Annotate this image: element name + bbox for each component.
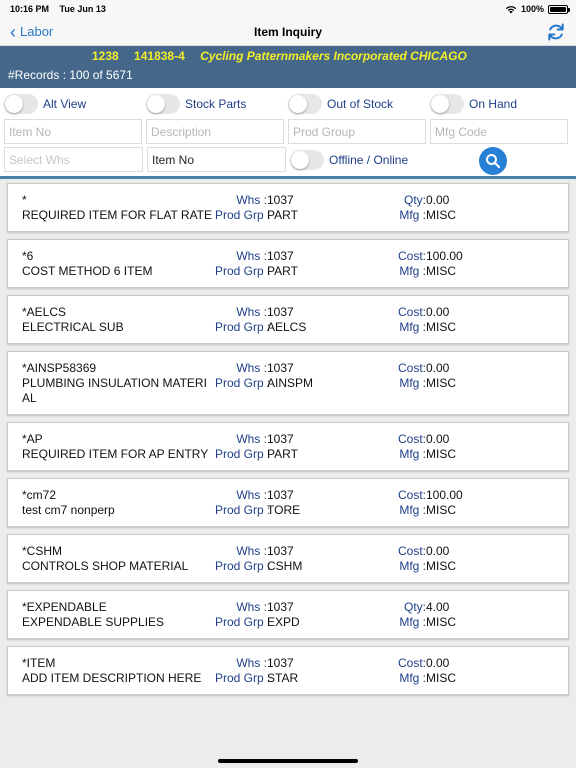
alt-view-toggle-group [4, 94, 146, 114]
prod-grp-value: TORE [267, 503, 301, 517]
item-no-field[interactable]: Item No [4, 119, 142, 144]
item-card[interactable] [7, 295, 569, 344]
on-hand-toggle-group [430, 94, 572, 114]
alt-view-label: Alt View [43, 97, 87, 111]
metric-value: 100.00 [426, 249, 463, 263]
item-description: EXPENDABLE SUPPLIES [22, 615, 165, 629]
status-date: Tue Jun 13 [59, 4, 106, 14]
whs-label: Whs : [236, 656, 267, 670]
back-label: Labor [20, 24, 54, 39]
prod-grp-value: AELCS [267, 320, 307, 334]
whs-label: Whs : [236, 249, 267, 263]
mfg-label: Mfg : [399, 559, 426, 573]
item-card[interactable] [7, 422, 569, 471]
out-of-stock-toggle[interactable] [288, 94, 322, 114]
status-time: 10:16 PM [10, 4, 50, 14]
whs-label: Whs : [236, 544, 267, 558]
job-code: 141838-4 [134, 49, 185, 63]
mfg-label: Mfg : [399, 447, 426, 461]
page-title: Item Inquiry [253, 24, 323, 39]
metric-value: 0.00 [426, 305, 450, 319]
metric-label: Qty: [403, 600, 426, 614]
customer-info-line [8, 49, 568, 63]
item-card-row-1 [22, 544, 554, 559]
prod-grp-value: PART [267, 264, 298, 278]
description-field[interactable]: Description [146, 119, 284, 144]
whs-label: Whs : [236, 600, 267, 614]
stock-parts-toggle-group [146, 94, 288, 114]
whs-value: 1037 [267, 488, 294, 502]
item-number: *EXPENDABLE [22, 600, 107, 614]
item-card[interactable] [7, 478, 569, 527]
navigation-bar [0, 18, 576, 46]
item-number: *cm72 [22, 488, 57, 502]
whs-label: Whs : [236, 193, 267, 207]
wifi-icon [505, 5, 517, 14]
metric-value: 4.00 [426, 600, 450, 614]
metric-value: 0.00 [426, 361, 450, 375]
item-card-row-2 [22, 559, 554, 574]
prod-grp-label: Prod Grp : [215, 503, 271, 517]
item-list[interactable] [0, 179, 576, 759]
mfg-value: MISC [426, 208, 456, 222]
customer-code: 1238 [92, 49, 119, 63]
metric-label: Qty: [403, 193, 426, 207]
item-card-row-3 [22, 391, 554, 406]
metric-label: Cost: [397, 305, 426, 319]
mfg-value: MISC [426, 615, 456, 629]
options-row [4, 147, 572, 172]
out-of-stock-toggle-group [288, 94, 430, 114]
prod-group-field[interactable]: Prod Group [288, 119, 426, 144]
item-card-row-1 [22, 656, 554, 671]
whs-value: 1037 [267, 193, 294, 207]
company-name: Cycling Patternmakers Incorporated CHICAGO [200, 49, 467, 63]
whs-value: 1037 [267, 544, 294, 558]
item-card-row-2 [22, 671, 554, 686]
whs-value: 1037 [267, 656, 294, 670]
item-card[interactable] [7, 646, 569, 695]
prod-grp-label: Prod Grp : [215, 264, 271, 278]
refresh-icon[interactable] [546, 22, 566, 42]
prod-grp-label: Prod Grp : [215, 615, 271, 629]
offline-online-toggle[interactable] [290, 150, 324, 170]
item-card[interactable] [7, 590, 569, 639]
status-bar [0, 0, 576, 18]
item-card-row-2 [22, 320, 554, 335]
item-description: REQUIRED ITEM FOR FLAT RATE [22, 208, 213, 222]
prod-grp-label: Prod Grp : [215, 208, 271, 222]
metric-value: 0.00 [426, 432, 450, 446]
mfg-value: MISC [426, 559, 456, 573]
metric-label: Cost: [397, 488, 426, 502]
metric-value: 0.00 [426, 544, 450, 558]
whs-label: Whs : [236, 361, 267, 375]
prod-grp-label: Prod Grp : [215, 447, 271, 461]
prod-grp-value: AINSPM [267, 376, 314, 390]
item-card[interactable] [7, 351, 569, 415]
item-card-row-1 [22, 361, 554, 376]
item-card[interactable] [7, 239, 569, 288]
mfg-code-field[interactable]: Mfg Code [430, 119, 568, 144]
stock-parts-label: Stock Parts [185, 97, 247, 111]
item-card-row-1 [22, 249, 554, 264]
prod-grp-value: CSHM [267, 559, 303, 573]
metric-label: Cost: [397, 249, 426, 263]
item-number: *AP [22, 432, 43, 446]
whs-value: 1037 [267, 600, 294, 614]
whs-value: 1037 [267, 249, 294, 263]
select-whs-field[interactable]: Select Whs [4, 147, 143, 172]
item-number: *ITEM [22, 656, 56, 670]
item-number: * [22, 193, 27, 207]
item-number: *CSHM [22, 544, 63, 558]
records-count: #Records : 100 of 5671 [8, 68, 133, 82]
back-button[interactable] [10, 23, 53, 41]
alt-view-toggle[interactable] [4, 94, 38, 114]
on-hand-label: On Hand [469, 97, 518, 111]
whs-value: 1037 [267, 432, 294, 446]
item-card-row-2 [22, 208, 554, 223]
item-description: PLUMBING INSULATION MATERI [22, 376, 207, 390]
item-card-row-2 [22, 615, 554, 630]
search-button[interactable] [479, 147, 507, 175]
offline-online-toggle-group [290, 147, 433, 172]
metric-label: Cost: [397, 432, 426, 446]
search-fields-row [4, 119, 572, 144]
item-card-row-2 [22, 264, 554, 279]
whs-label: Whs : [236, 305, 267, 319]
filter-panel [0, 88, 576, 172]
item-number: *AINSP58369 [22, 361, 97, 375]
metric-value: 0.00 [426, 656, 450, 670]
prod-grp-label: Prod Grp : [215, 376, 271, 390]
item-description: CONTROLS SHOP MATERIAL [22, 559, 189, 573]
item-description-continued: AL [22, 391, 37, 405]
item-card-row-2 [22, 376, 554, 391]
item-card-row-1 [22, 600, 554, 615]
item-description: ADD ITEM DESCRIPTION HERE [22, 671, 202, 685]
item-card[interactable] [7, 183, 569, 232]
whs-label: Whs : [236, 432, 267, 446]
prod-grp-label: Prod Grp : [215, 559, 271, 573]
prod-grp-value: PART [267, 208, 298, 222]
prod-grp-label: Prod Grp : [215, 671, 271, 685]
item-card-row-2 [22, 447, 554, 462]
battery-fill [550, 7, 566, 12]
item-card-row-2 [22, 503, 554, 518]
prod-grp-value: EXPD [267, 615, 300, 629]
on-hand-toggle[interactable] [430, 94, 464, 114]
prod-grp-value: PART [267, 447, 298, 461]
metric-label: Cost: [397, 361, 426, 375]
metric-label: Cost: [397, 656, 426, 670]
home-indicator [218, 759, 358, 763]
mfg-label: Mfg : [399, 376, 426, 390]
out-of-stock-label: Out of Stock [327, 97, 394, 111]
mfg-label: Mfg : [399, 503, 426, 517]
mfg-label: Mfg : [399, 208, 426, 222]
battery-icon [548, 5, 568, 14]
item-card-row-1 [22, 432, 554, 447]
whs-value: 1037 [267, 305, 294, 319]
search-icon [485, 153, 501, 169]
item-description: REQUIRED ITEM FOR AP ENTRY [22, 447, 209, 461]
item-description: ELECTRICAL SUB [22, 320, 124, 334]
whs-value: 1037 [267, 361, 294, 375]
mfg-value: MISC [426, 447, 456, 461]
chevron-left-icon: ‹ [10, 21, 16, 42]
metric-label: Cost: [397, 544, 426, 558]
whs-label: Whs : [236, 488, 267, 502]
item-description: test cm7 nonperp [22, 503, 115, 517]
mfg-value: MISC [426, 376, 456, 390]
item-card-row-1 [22, 488, 554, 503]
offline-online-label: Offline / Online [329, 152, 409, 167]
toggle-row [4, 92, 572, 116]
item-number: *AELCS [22, 305, 67, 319]
stock-parts-toggle[interactable] [146, 94, 180, 114]
item-card-row-1 [22, 305, 554, 320]
metric-value: 100.00 [426, 488, 463, 502]
item-number: *6 [22, 249, 34, 263]
mfg-label: Mfg : [399, 264, 426, 278]
item-description: COST METHOD 6 ITEM [22, 264, 153, 278]
mfg-label: Mfg : [399, 671, 426, 685]
prod-grp-value: STAR [267, 671, 299, 685]
item-card-row-1 [22, 193, 554, 208]
prod-grp-label: Prod Grp : [215, 320, 271, 334]
mfg-label: Mfg : [399, 615, 426, 629]
mfg-value: MISC [426, 671, 456, 685]
mfg-value: MISC [426, 264, 456, 278]
sort-by-field[interactable]: Item No [147, 147, 286, 172]
battery-percent: 100% [520, 4, 544, 14]
metric-value: 0.00 [426, 193, 450, 207]
mfg-label: Mfg : [399, 320, 426, 334]
item-card[interactable] [7, 534, 569, 583]
mfg-value: MISC [426, 320, 456, 334]
mfg-value: MISC [426, 503, 456, 517]
customer-info-banner [0, 46, 576, 88]
